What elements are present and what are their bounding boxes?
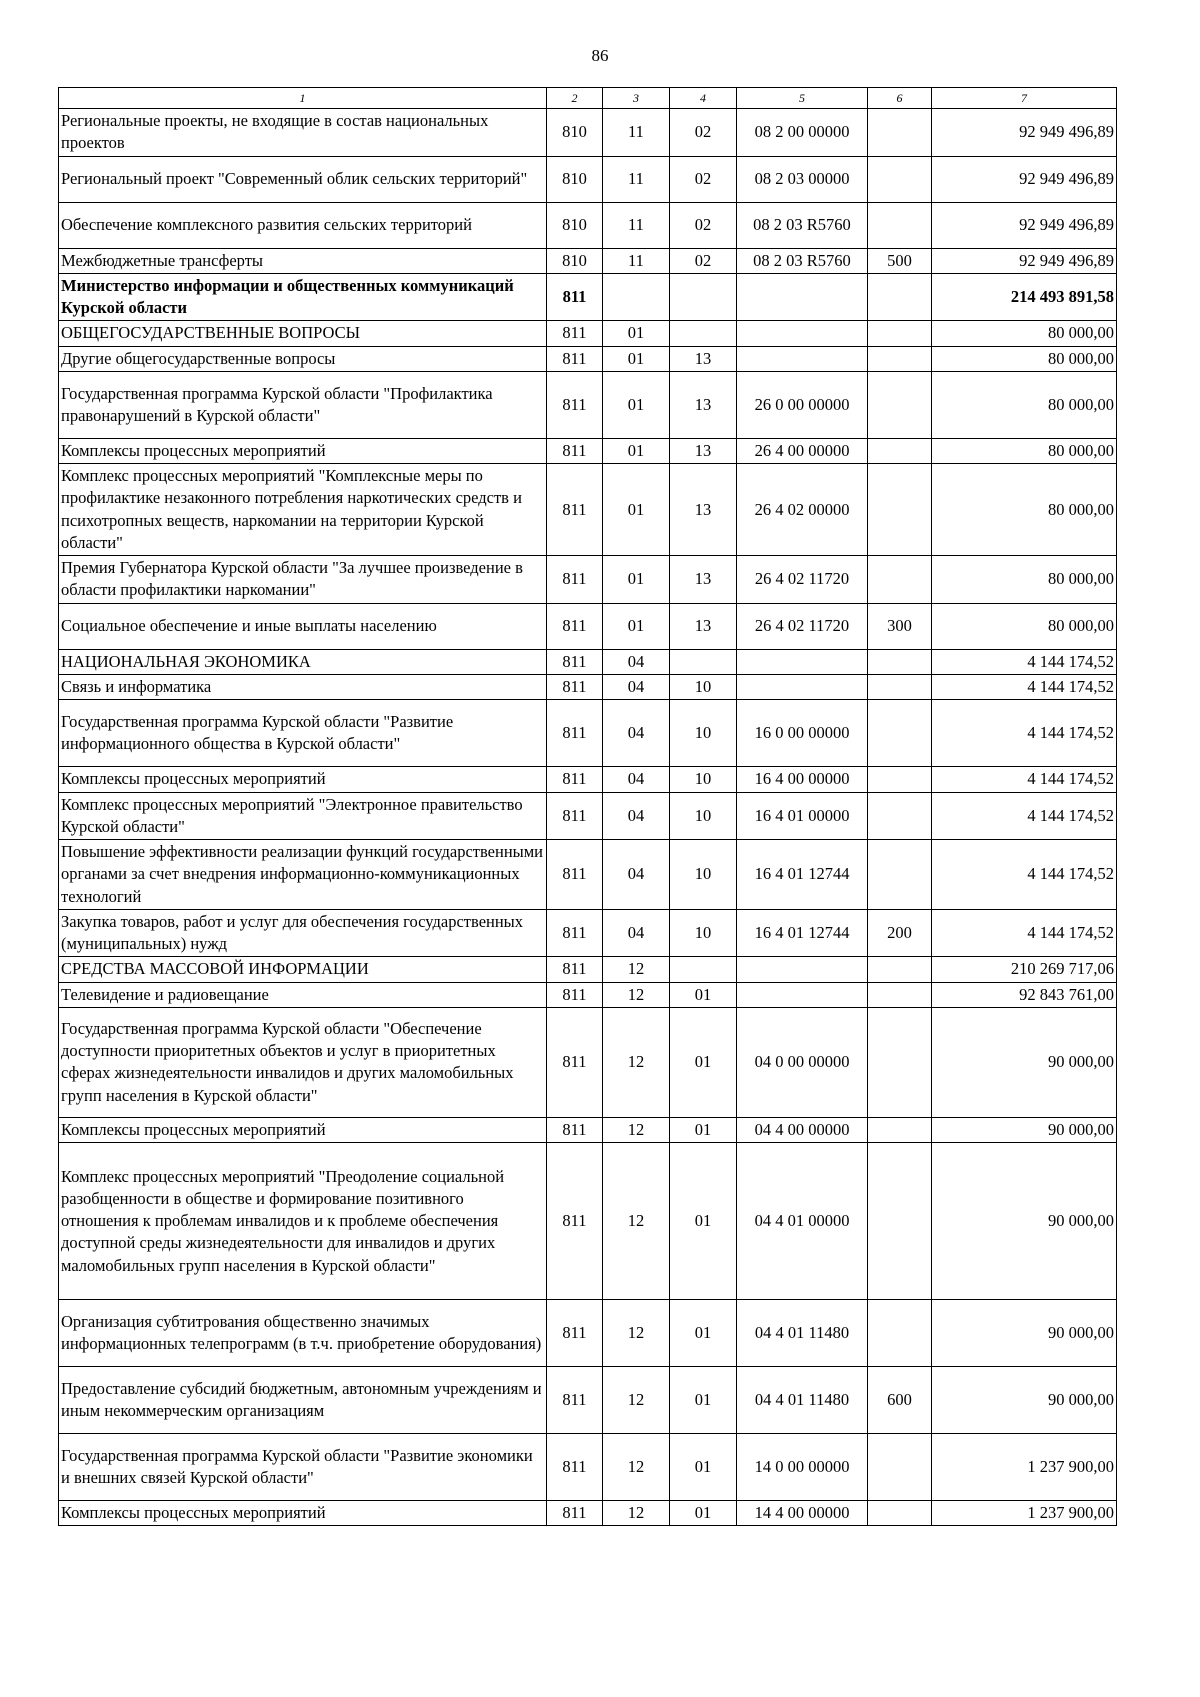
- row-amount: 92 949 496,89: [932, 109, 1117, 157]
- row-expense-type: [868, 1143, 932, 1300]
- table-row: [59, 674, 1117, 699]
- header-cell: 7: [932, 88, 1117, 109]
- row-section-code: 04: [603, 792, 670, 840]
- row-name: Региональные проекты, не входящие в состав национальных проектов: [59, 109, 547, 157]
- row-name: Премия Губернатора Курской области "За лучшее произведение в области профилактики наркомании": [59, 556, 547, 604]
- row-name: Комплекс процессных мероприятий "Электронное правительство Курской области": [59, 792, 547, 840]
- header-row: [59, 88, 1117, 109]
- row-amount: 92 843 761,00: [932, 982, 1117, 1007]
- row-target-article: 26 4 02 00000: [737, 464, 868, 556]
- row-section-code: 04: [603, 767, 670, 792]
- row-subsection-code: 02: [670, 156, 737, 202]
- row-name: Социальное обеспечение и иные выплаты населению: [59, 603, 547, 649]
- row-amount: 92 949 496,89: [932, 248, 1117, 273]
- row-target-article: [737, 957, 868, 982]
- row-expense-type: 200: [868, 909, 932, 957]
- table-row: [59, 438, 1117, 463]
- row-subsection-code: 10: [670, 674, 737, 699]
- row-ministry-code: 811: [547, 346, 603, 371]
- row-amount: 80 000,00: [932, 346, 1117, 371]
- row-amount: 80 000,00: [932, 556, 1117, 604]
- table-row: [59, 556, 1117, 604]
- row-section-code: 12: [603, 1007, 670, 1117]
- row-subsection-code: 01: [670, 1434, 737, 1501]
- row-subsection-code: 10: [670, 840, 737, 910]
- table-row: [59, 982, 1117, 1007]
- row-ministry-code: 810: [547, 156, 603, 202]
- row-expense-type: [868, 957, 932, 982]
- row-ministry-code: 811: [547, 1007, 603, 1117]
- row-expense-type: [868, 202, 932, 248]
- row-amount: 90 000,00: [932, 1300, 1117, 1367]
- table-row: [59, 346, 1117, 371]
- row-name: Комплекс процессных мероприятий "Комплексные меры по профилактике незаконного потребления наркотических средств и психотропных веществ, наркомании на территории Курской области": [59, 464, 547, 556]
- row-name: Другие общегосударственные вопросы: [59, 346, 547, 371]
- row-target-article: [737, 273, 868, 321]
- row-expense-type: [868, 273, 932, 321]
- row-expense-type: 300: [868, 603, 932, 649]
- row-section-code: 12: [603, 1501, 670, 1526]
- table-row: [59, 273, 1117, 321]
- row-expense-type: [868, 1434, 932, 1501]
- row-subsection-code: 01: [670, 1300, 737, 1367]
- row-ministry-code: 810: [547, 109, 603, 157]
- table-row: [59, 1501, 1117, 1526]
- row-target-article: 16 4 01 00000: [737, 792, 868, 840]
- row-ministry-code: 811: [547, 371, 603, 438]
- row-expense-type: [868, 840, 932, 910]
- row-amount: 4 144 174,52: [932, 840, 1117, 910]
- row-amount: 214 493 891,58: [932, 273, 1117, 321]
- row-subsection-code: 01: [670, 1367, 737, 1434]
- row-target-article: 08 2 03 R5760: [737, 248, 868, 273]
- row-name: Государственная программа Курской области "Развитие информационного общества в Курской области": [59, 700, 547, 767]
- row-amount: 4 144 174,52: [932, 792, 1117, 840]
- row-section-code: 11: [603, 109, 670, 157]
- row-section-code: 04: [603, 840, 670, 910]
- row-ministry-code: 811: [547, 700, 603, 767]
- row-amount: 210 269 717,06: [932, 957, 1117, 982]
- row-amount: 80 000,00: [932, 321, 1117, 346]
- row-subsection-code: 13: [670, 464, 737, 556]
- row-name: Комплекс процессных мероприятий "Преодоление социальной разобщенности в обществе и формирование позитивного отношения к проблемам инвалидов и к проблеме обеспечения доступной среды жизнедеятельности для инвалидов и других маломобильных групп населения в Курской области": [59, 1143, 547, 1300]
- row-section-code: 12: [603, 982, 670, 1007]
- row-target-article: 14 4 00 00000: [737, 1501, 868, 1526]
- row-section-code: 04: [603, 649, 670, 674]
- row-subsection-code: 13: [670, 438, 737, 463]
- row-ministry-code: 811: [547, 464, 603, 556]
- row-amount: 4 144 174,52: [932, 909, 1117, 957]
- table-row: [59, 464, 1117, 556]
- row-amount: 4 144 174,52: [932, 700, 1117, 767]
- row-target-article: 16 4 01 12744: [737, 840, 868, 910]
- row-name: Повышение эффективности реализации функций государственными органами за счет внедрения информационно-коммуникационных технологий: [59, 840, 547, 910]
- row-expense-type: [868, 464, 932, 556]
- row-name: Комплексы процессных мероприятий: [59, 1501, 547, 1526]
- table-row: [59, 957, 1117, 982]
- header-cell: 4: [670, 88, 737, 109]
- row-expense-type: [868, 649, 932, 674]
- row-section-code: 04: [603, 909, 670, 957]
- row-name: НАЦИОНАЛЬНАЯ ЭКОНОМИКА: [59, 649, 547, 674]
- row-target-article: 08 2 00 00000: [737, 109, 868, 157]
- table-row: [59, 700, 1117, 767]
- row-section-code: 01: [603, 603, 670, 649]
- row-target-article: 16 0 00 00000: [737, 700, 868, 767]
- row-subsection-code: [670, 957, 737, 982]
- row-name: Государственная программа Курской области "Обеспечение доступности приоритетных объектов и услуг в приоритетных сферах жизнедеятельности инвалидов и других маломобильных групп населения в Курской области": [59, 1007, 547, 1117]
- page-number: 86: [591, 46, 609, 65]
- row-amount: 4 144 174,52: [932, 674, 1117, 699]
- table-row: [59, 248, 1117, 273]
- row-ministry-code: 811: [547, 321, 603, 346]
- row-ministry-code: 811: [547, 1434, 603, 1501]
- row-name: Обеспечение комплексного развития сельских территорий: [59, 202, 547, 248]
- row-expense-type: [868, 1117, 932, 1142]
- row-expense-type: [868, 556, 932, 604]
- row-amount: 90 000,00: [932, 1117, 1117, 1142]
- table-row: [59, 1367, 1117, 1434]
- row-name: Министерство информации и общественных коммуникаций Курской области: [59, 273, 547, 321]
- row-section-code: 01: [603, 346, 670, 371]
- row-name: Государственная программа Курской области "Профилактика правонарушений в Курской области": [59, 371, 547, 438]
- row-section-code: 12: [603, 1367, 670, 1434]
- row-expense-type: [868, 674, 932, 699]
- row-subsection-code: 10: [670, 700, 737, 767]
- row-expense-type: [868, 982, 932, 1007]
- row-subsection-code: [670, 321, 737, 346]
- row-expense-type: [868, 792, 932, 840]
- row-subsection-code: 01: [670, 982, 737, 1007]
- row-ministry-code: 811: [547, 840, 603, 910]
- row-amount: 1 237 900,00: [932, 1501, 1117, 1526]
- row-section-code: 01: [603, 464, 670, 556]
- table-row: [59, 1434, 1117, 1501]
- row-ministry-code: 811: [547, 556, 603, 604]
- row-subsection-code: 13: [670, 346, 737, 371]
- row-target-article: 04 4 01 00000: [737, 1143, 868, 1300]
- row-target-article: 26 4 00 00000: [737, 438, 868, 463]
- row-section-code: 01: [603, 371, 670, 438]
- row-target-article: 14 0 00 00000: [737, 1434, 868, 1501]
- table-row: [59, 371, 1117, 438]
- row-subsection-code: 01: [670, 1143, 737, 1300]
- row-amount: 4 144 174,52: [932, 649, 1117, 674]
- row-expense-type: [868, 438, 932, 463]
- row-ministry-code: 811: [547, 603, 603, 649]
- row-section-code: 11: [603, 156, 670, 202]
- row-amount: 1 237 900,00: [932, 1434, 1117, 1501]
- row-expense-type: [868, 109, 932, 157]
- table-row: [59, 1117, 1117, 1142]
- row-target-article: [737, 674, 868, 699]
- row-name: Межбюджетные трансферты: [59, 248, 547, 273]
- row-ministry-code: 811: [547, 909, 603, 957]
- row-amount: 90 000,00: [932, 1367, 1117, 1434]
- row-ministry-code: 811: [547, 649, 603, 674]
- row-expense-type: [868, 371, 932, 438]
- row-expense-type: 500: [868, 248, 932, 273]
- row-ministry-code: 811: [547, 273, 603, 321]
- row-ministry-code: 810: [547, 248, 603, 273]
- table-row: [59, 767, 1117, 792]
- row-target-article: [737, 649, 868, 674]
- row-subsection-code: [670, 273, 737, 321]
- row-subsection-code: 10: [670, 767, 737, 792]
- row-subsection-code: 01: [670, 1501, 737, 1526]
- row-target-article: 26 4 02 11720: [737, 556, 868, 604]
- row-target-article: 16 4 00 00000: [737, 767, 868, 792]
- row-name: Закупка товаров, работ и услуг для обеспечения государственных (муниципальных) нужд: [59, 909, 547, 957]
- table-row: [59, 109, 1117, 157]
- row-target-article: 04 4 01 11480: [737, 1367, 868, 1434]
- row-name: Региональный проект "Современный облик сельских территорий": [59, 156, 547, 202]
- row-section-code: 01: [603, 321, 670, 346]
- row-target-article: [737, 346, 868, 371]
- row-section-code: [603, 273, 670, 321]
- table-row: [59, 840, 1117, 910]
- row-amount: 80 000,00: [932, 464, 1117, 556]
- row-ministry-code: 811: [547, 674, 603, 699]
- row-target-article: 26 0 00 00000: [737, 371, 868, 438]
- row-expense-type: [868, 156, 932, 202]
- row-ministry-code: 811: [547, 1501, 603, 1526]
- row-expense-type: [868, 767, 932, 792]
- row-section-code: 01: [603, 438, 670, 463]
- row-target-article: 26 4 02 11720: [737, 603, 868, 649]
- row-expense-type: [868, 1007, 932, 1117]
- row-ministry-code: 811: [547, 767, 603, 792]
- budget-table: [58, 87, 1117, 1526]
- table-row: [59, 1300, 1117, 1367]
- row-name: Телевидение и радиовещание: [59, 982, 547, 1007]
- row-amount: 80 000,00: [932, 371, 1117, 438]
- row-amount: 90 000,00: [932, 1007, 1117, 1117]
- row-section-code: 11: [603, 202, 670, 248]
- row-section-code: 12: [603, 1434, 670, 1501]
- table-row: [59, 603, 1117, 649]
- table-row: [59, 321, 1117, 346]
- row-amount: 90 000,00: [932, 1143, 1117, 1300]
- row-ministry-code: 811: [547, 1143, 603, 1300]
- row-amount: 4 144 174,52: [932, 767, 1117, 792]
- row-ministry-code: 811: [547, 982, 603, 1007]
- table-row: [59, 1143, 1117, 1300]
- row-ministry-code: 811: [547, 1367, 603, 1434]
- row-expense-type: [868, 1300, 932, 1367]
- header-cell: 6: [868, 88, 932, 109]
- row-subsection-code: 02: [670, 109, 737, 157]
- row-name: Государственная программа Курской области "Развитие экономики и внешних связей Курской области": [59, 1434, 547, 1501]
- row-expense-type: [868, 700, 932, 767]
- row-ministry-code: 811: [547, 957, 603, 982]
- row-subsection-code: 13: [670, 603, 737, 649]
- row-target-article: 04 0 00 00000: [737, 1007, 868, 1117]
- row-subsection-code: 02: [670, 248, 737, 273]
- row-section-code: 04: [603, 700, 670, 767]
- row-ministry-code: 811: [547, 438, 603, 463]
- row-ministry-code: 811: [547, 1117, 603, 1142]
- row-subsection-code: [670, 649, 737, 674]
- row-section-code: 12: [603, 1300, 670, 1367]
- row-name: Комплексы процессных мероприятий: [59, 767, 547, 792]
- row-target-article: 08 2 03 R5760: [737, 202, 868, 248]
- row-name: Предоставление субсидий бюджетным, автономным учреждениям и иным некоммерческим организациям: [59, 1367, 547, 1434]
- row-target-article: 16 4 01 12744: [737, 909, 868, 957]
- table-row: [59, 156, 1117, 202]
- row-amount: 92 949 496,89: [932, 202, 1117, 248]
- row-name: СРЕДСТВА МАССОВОЙ ИНФОРМАЦИИ: [59, 957, 547, 982]
- row-subsection-code: 13: [670, 556, 737, 604]
- row-section-code: 11: [603, 248, 670, 273]
- table-body: [59, 109, 1117, 1526]
- row-expense-type: [868, 1501, 932, 1526]
- row-name: ОБЩЕГОСУДАРСТВЕННЫЕ ВОПРОСЫ: [59, 321, 547, 346]
- table-row: [59, 1007, 1117, 1117]
- row-ministry-code: 810: [547, 202, 603, 248]
- table-row: [59, 909, 1117, 957]
- row-name: Комплексы процессных мероприятий: [59, 438, 547, 463]
- row-subsection-code: 10: [670, 909, 737, 957]
- table-row: [59, 649, 1117, 674]
- header-cell: 3: [603, 88, 670, 109]
- row-name: Связь и информатика: [59, 674, 547, 699]
- row-amount: 80 000,00: [932, 438, 1117, 463]
- row-section-code: 12: [603, 1143, 670, 1300]
- row-expense-type: [868, 321, 932, 346]
- row-expense-type: [868, 346, 932, 371]
- header-cell: 5: [737, 88, 868, 109]
- row-target-article: [737, 982, 868, 1007]
- row-subsection-code: 13: [670, 371, 737, 438]
- row-target-article: [737, 321, 868, 346]
- row-subsection-code: 01: [670, 1007, 737, 1117]
- row-target-article: 04 4 01 11480: [737, 1300, 868, 1367]
- row-subsection-code: 02: [670, 202, 737, 248]
- row-name: Комплексы процессных мероприятий: [59, 1117, 547, 1142]
- row-section-code: 01: [603, 556, 670, 604]
- row-target-article: 04 4 00 00000: [737, 1117, 868, 1142]
- row-target-article: 08 2 03 00000: [737, 156, 868, 202]
- row-amount: 80 000,00: [932, 603, 1117, 649]
- header-cell: 1: [59, 88, 547, 109]
- row-ministry-code: 811: [547, 792, 603, 840]
- table-row: [59, 792, 1117, 840]
- row-expense-type: 600: [868, 1367, 932, 1434]
- row-section-code: 12: [603, 1117, 670, 1142]
- row-subsection-code: 10: [670, 792, 737, 840]
- header-cell: 2: [547, 88, 603, 109]
- row-section-code: 12: [603, 957, 670, 982]
- row-amount: 92 949 496,89: [932, 156, 1117, 202]
- row-ministry-code: 811: [547, 1300, 603, 1367]
- row-subsection-code: 01: [670, 1117, 737, 1142]
- table-row: [59, 202, 1117, 248]
- row-name: Организация субтитрования общественно значимых информационных телепрограмм (в т.ч. приобретение оборудования): [59, 1300, 547, 1367]
- row-section-code: 04: [603, 674, 670, 699]
